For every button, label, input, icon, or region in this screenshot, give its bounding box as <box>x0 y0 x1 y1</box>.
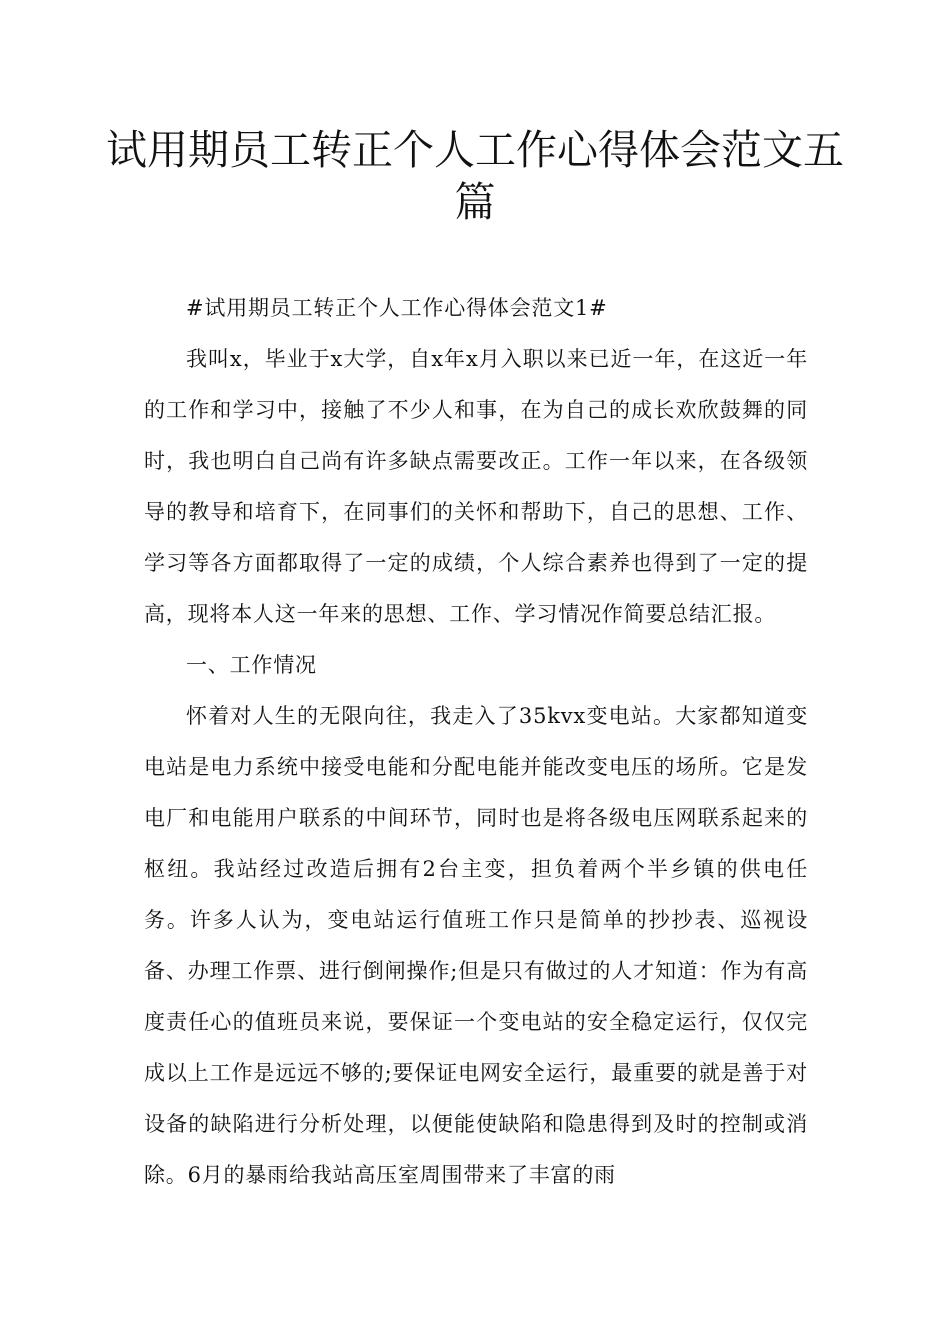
paragraph-intro: 我叫x，毕业于x大学，自x年x月入职以来已近一年，在这近一年的工作和学习中，接触了不少人和事，在为自己的成长欢欣鼓舞的同时，我也明白自己尚有许多缺点需要改正。工作一年以来，在各级领导的教导和培育下，在同事们的关怀和帮助下，自己的思想、工作、学习等各方面都取得了一定的成绩，个人综合素养也得到了一定的提高，现将本人这一年来的思想、工作、学习情况作简要总结汇报。 <box>144 347 808 626</box>
document-body <box>144 283 808 1201</box>
section-heading-1: #试用期员工转正个人工作心得体会范文1# <box>186 296 608 320</box>
paragraph-work: 怀着对人生的无限向往，我走入了35kvx变电站。大家都知道变电站是电力系统中接受电能和分配电能并能改变电压的场所。它是发电厂和电能用户联系的中间环节，同时也是将各级电压网联系起来的枢纽。我站经过改造后拥有2台主变，担负着两个半乡镇的供电任务。许多人认为，变电站运行值班工作只是简单的抄抄表、巡视设备、办理工作票、进行倒闸操作;但是只有做过的人才知道：作为有高度责任心的值班员来说，要保证一个变电站的安全稳定运行，仅仅完成以上工作是远远不够的;要保证电网安全运行，最重要的就是善于对设备的缺陷进行分析处理，以便能使缺陷和隐患得到及时的控制或消除。6月的暴雨给我站高压室周围带来了丰富的雨 <box>144 704 808 1187</box>
section-heading-work: 一、工作情况 <box>186 653 317 677</box>
document-title: 试用期员工转正个人工作心得体会范文五篇 <box>106 126 844 226</box>
